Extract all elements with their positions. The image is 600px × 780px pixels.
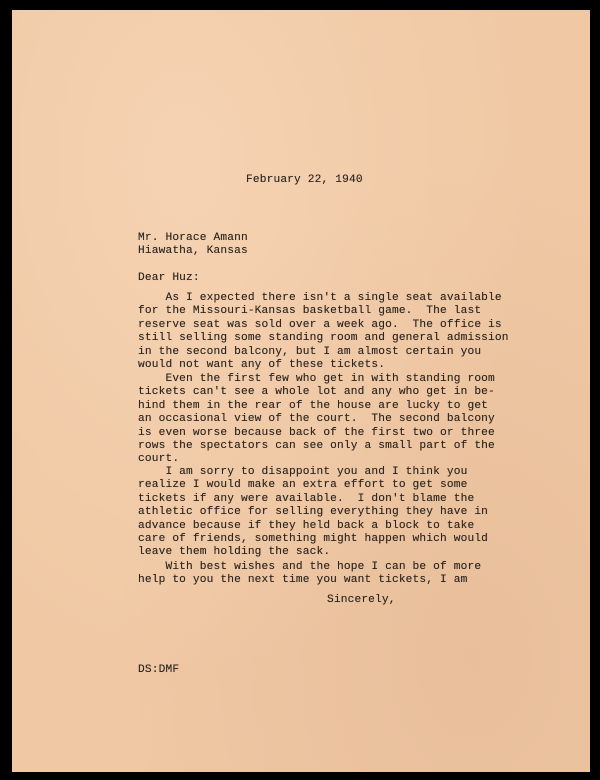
paragraph-1: As I expected there isn't a single seat available for the Missouri-Kansas basketball game. The last reserve seat was sold over a week ago. The office is still selling some standing room and general admission in the second balcony, but I am almost certain you would not want any of these tickets. <box>138 292 509 372</box>
paragraph-4: With best wishes and the hope I can be of more help to you the next time you want tickets, I am <box>138 561 482 587</box>
reference-initials: DS:DMF <box>138 664 180 676</box>
letter-page <box>12 10 590 772</box>
salutation: Dear Huz: <box>138 272 200 284</box>
closing: Sincerely, <box>327 594 396 606</box>
recipient-address: Mr. Horace Amann Hiawatha, Kansas <box>138 232 248 258</box>
paragraph-2: Even the first few who get in with standing room tickets can't see a whole lot and any who get in be- hind them in the rear of the house are lucky to get an occasional view of the court. The second balcony is even worse because back of the first two or three rows the spectators can see only a small part of the court. <box>138 373 495 466</box>
paragraph-3: I am sorry to disappoint you and I think you realize I would make an extra effort to get some tickets if any were available. I don't blame the athletic office for selling everything they have in advance because if they held back a block to take care of friends, something might happen which would leave them holding the sack. <box>138 466 489 559</box>
letter-date: February 22, 1940 <box>246 174 363 186</box>
